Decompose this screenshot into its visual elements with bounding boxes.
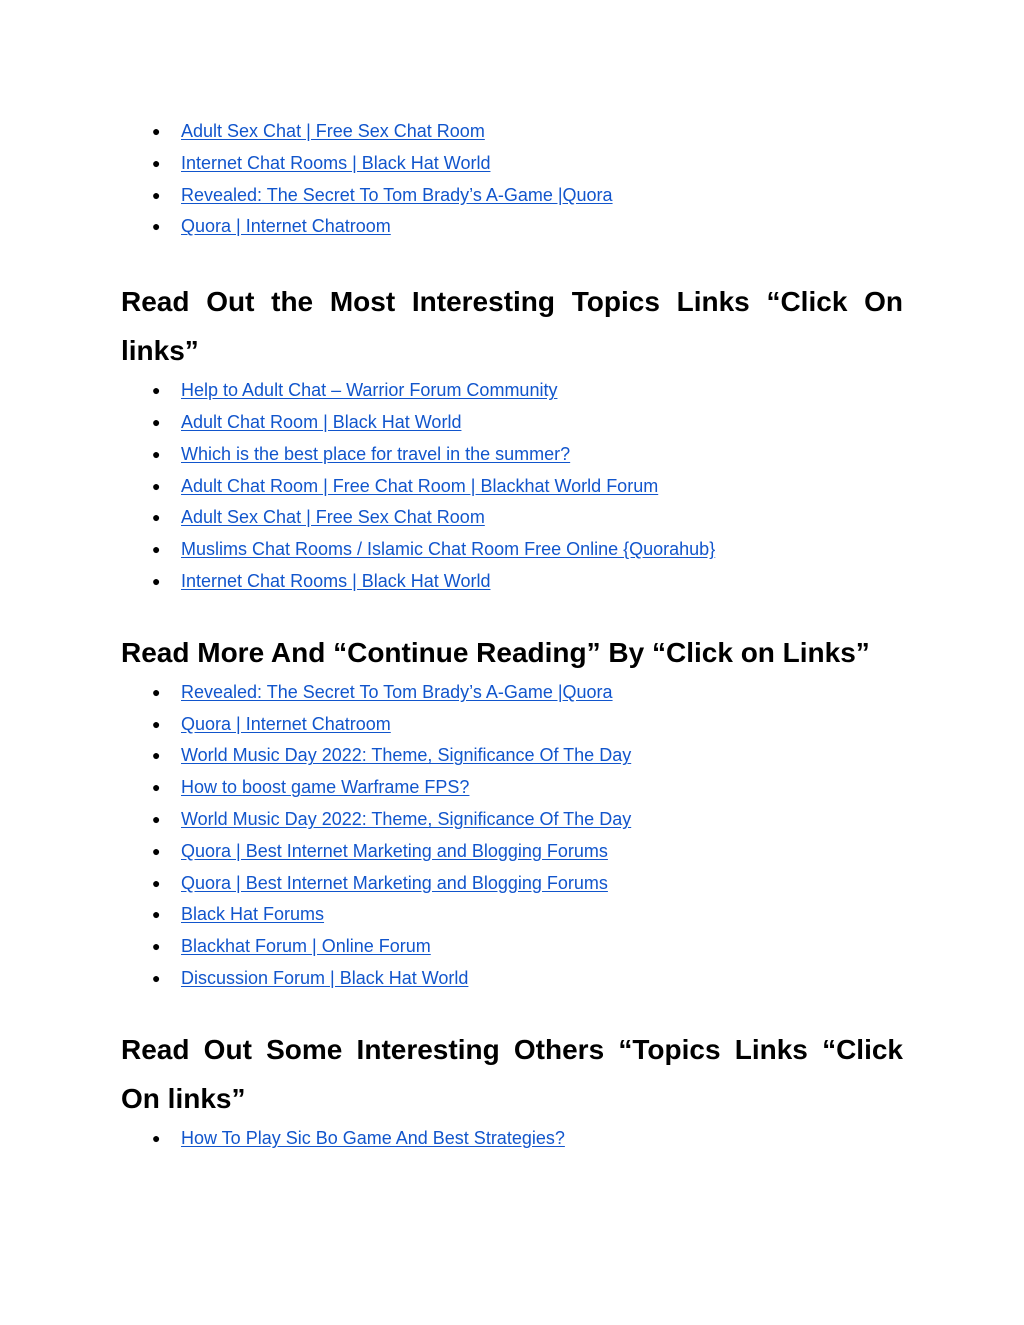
section-heading-other-topics: Read Out Some Interesting Others “Topics Links “Click On links” bbox=[121, 1033, 903, 1114]
bullet-icon: ● bbox=[152, 413, 161, 430]
list-item bbox=[121, 709, 903, 741]
list-item bbox=[121, 868, 903, 900]
article-link[interactable]: How To Play Sic Bo Game And Best Strategies? bbox=[181, 1127, 565, 1148]
bullet-icon: ● bbox=[152, 154, 161, 171]
document-page bbox=[121, 116, 903, 1155]
list-item bbox=[121, 772, 903, 804]
article-link[interactable]: Help to Adult Chat – Warrior Forum Community bbox=[181, 380, 558, 401]
list-item bbox=[121, 963, 903, 995]
list-item bbox=[121, 471, 903, 503]
list-item bbox=[121, 534, 903, 566]
list-item bbox=[121, 407, 903, 439]
article-link[interactable]: World Music Day 2022: Theme, Significance Of The Day bbox=[181, 745, 632, 766]
article-link[interactable]: How to boost game Warframe FPS? bbox=[181, 777, 470, 798]
article-link[interactable]: Which is the best place for travel in the summer? bbox=[181, 443, 571, 464]
bullet-icon: ● bbox=[152, 842, 161, 859]
article-link[interactable]: Blackhat Forum | Online Forum bbox=[181, 936, 431, 957]
article-link[interactable]: Internet Chat Rooms | Black Hat World bbox=[181, 570, 491, 591]
link-list-3 bbox=[121, 677, 903, 995]
list-item bbox=[121, 677, 903, 709]
article-link[interactable]: Quora | Internet Chatroom bbox=[181, 216, 391, 237]
bullet-icon: ● bbox=[152, 906, 161, 923]
bullet-icon: ● bbox=[152, 747, 161, 764]
list-item bbox=[121, 148, 903, 180]
list-item bbox=[121, 116, 903, 148]
bullet-icon: ● bbox=[152, 779, 161, 796]
article-link[interactable]: Black Hat Forums bbox=[181, 904, 325, 925]
bullet-icon: ● bbox=[152, 683, 161, 700]
article-link[interactable]: Quora | Best Internet Marketing and Blogging Forums bbox=[181, 840, 608, 861]
article-link[interactable]: Adult Chat Room | Black Hat World bbox=[181, 411, 462, 432]
bullet-icon: ● bbox=[152, 938, 161, 955]
bullet-icon: ● bbox=[152, 1129, 161, 1146]
bullet-icon: ● bbox=[152, 541, 161, 558]
bullet-icon: ● bbox=[152, 382, 161, 399]
list-item bbox=[121, 566, 903, 598]
list-item bbox=[121, 836, 903, 868]
list-item bbox=[121, 180, 903, 212]
list-item bbox=[121, 740, 903, 772]
article-link[interactable]: Muslims Chat Rooms / Islamic Chat Room Free Online {Quorahub} bbox=[181, 539, 716, 560]
article-link[interactable]: Adult Sex Chat | Free Sex Chat Room bbox=[181, 507, 485, 528]
section-heading-continue-reading: Read More And “Continue Reading” By “Click on Links” bbox=[121, 636, 870, 668]
link-list-2 bbox=[121, 375, 903, 598]
bullet-icon: ● bbox=[152, 509, 161, 526]
article-link[interactable]: Revealed: The Secret To Tom Brady’s A-Game |Quora bbox=[181, 681, 613, 702]
list-item bbox=[121, 211, 903, 243]
bullet-icon: ● bbox=[152, 969, 161, 986]
bullet-icon: ● bbox=[152, 477, 161, 494]
list-item bbox=[121, 439, 903, 471]
bullet-icon: ● bbox=[152, 186, 161, 203]
bullet-icon: ● bbox=[152, 874, 161, 891]
article-link[interactable]: Discussion Forum | Black Hat World bbox=[181, 967, 469, 988]
list-item bbox=[121, 1123, 903, 1155]
article-link[interactable]: Internet Chat Rooms | Black Hat World bbox=[181, 152, 491, 173]
link-list-4 bbox=[121, 1123, 903, 1155]
bullet-icon: ● bbox=[152, 715, 161, 732]
article-link[interactable]: Quora | Internet Chatroom bbox=[181, 713, 391, 734]
list-item bbox=[121, 804, 903, 836]
article-link[interactable]: Revealed: The Secret To Tom Brady’s A-Game |Quora bbox=[181, 184, 613, 205]
list-item bbox=[121, 899, 903, 931]
bullet-icon: ● bbox=[152, 218, 161, 235]
bullet-icon: ● bbox=[152, 572, 161, 589]
section-heading-interesting-topics: Read Out the Most Interesting Topics Links “Click On links” bbox=[121, 286, 903, 367]
list-item bbox=[121, 502, 903, 534]
link-list-1 bbox=[121, 116, 903, 243]
bullet-icon: ● bbox=[152, 123, 161, 139]
article-link[interactable]: Adult Sex Chat | Free Sex Chat Room bbox=[181, 121, 485, 141]
list-item bbox=[121, 931, 903, 963]
bullet-icon: ● bbox=[152, 445, 161, 462]
list-item bbox=[121, 375, 903, 407]
article-link[interactable]: World Music Day 2022: Theme, Significance Of The Day bbox=[181, 808, 632, 829]
bullet-icon: ● bbox=[152, 810, 161, 827]
article-link[interactable]: Adult Chat Room | Free Chat Room | Blackhat World Forum bbox=[181, 475, 659, 496]
article-link[interactable]: Quora | Best Internet Marketing and Blogging Forums bbox=[181, 872, 608, 893]
